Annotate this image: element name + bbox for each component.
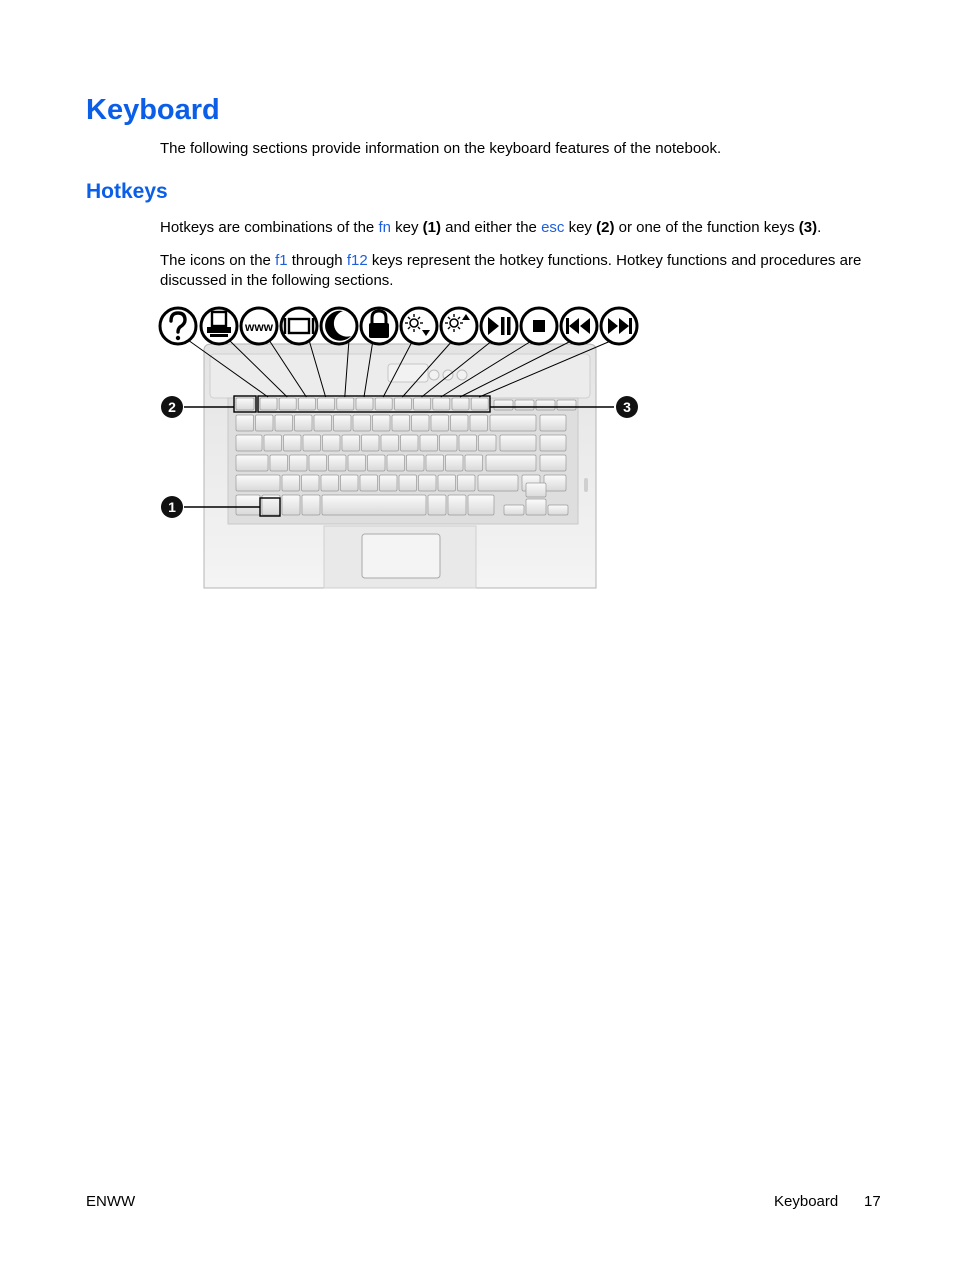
- footer-left: ENWW: [86, 1193, 136, 1210]
- keyboard-key: [412, 415, 430, 431]
- keyboard-key: [540, 435, 566, 451]
- keyboard-key: [279, 398, 296, 410]
- keyboard-key: [373, 415, 391, 431]
- keyboard-key: [362, 435, 380, 451]
- keyboard-key: [380, 475, 398, 491]
- text-run: key: [390, 219, 423, 236]
- keyboard-key: [318, 398, 335, 410]
- help-icon: [160, 308, 196, 344]
- keyboard-key: [490, 415, 536, 431]
- keyboard-key: [486, 455, 536, 471]
- keyboard-key: [548, 505, 568, 515]
- keyboard-key: [401, 435, 419, 451]
- keyboard-key: [321, 475, 339, 491]
- keyboard-key: [433, 398, 450, 410]
- play-pause-icon: [481, 308, 517, 344]
- keyboard-key: [295, 415, 313, 431]
- keyboard-key: [275, 415, 293, 431]
- keyboard-key: [459, 435, 477, 451]
- keyboard-key: [302, 495, 320, 515]
- keyboard-key: [419, 475, 437, 491]
- hotkey-icons-row: [160, 308, 637, 344]
- callout-3-label: 3: [623, 399, 631, 415]
- keyboard-key: [500, 435, 536, 451]
- keyboard-key: [446, 455, 464, 471]
- callout-1: [161, 496, 183, 518]
- keyboard-key: [414, 398, 431, 410]
- keyboard-key: [309, 455, 327, 471]
- keyboard-key: [458, 475, 476, 491]
- keyboard-key: [236, 455, 268, 471]
- callout-2: [161, 396, 183, 418]
- display-icon: [281, 308, 317, 344]
- text-run: through: [287, 252, 347, 269]
- callout-ref-2: (2): [596, 219, 615, 236]
- keyboard-key: [407, 455, 425, 471]
- keyboard-key: [282, 495, 300, 515]
- icons-paragraph: [160, 251, 884, 291]
- keyboard-key: [471, 398, 488, 410]
- stop-icon: [521, 308, 557, 344]
- keyboard-key: [536, 400, 555, 410]
- callout-ref-1: (1): [422, 219, 441, 236]
- f12-key-term: f12: [346, 252, 368, 269]
- text-run: or one of the function keys: [614, 219, 799, 236]
- callout-2-label: 2: [168, 399, 176, 415]
- text-run: key: [564, 219, 597, 236]
- keyboard-key: [314, 415, 332, 431]
- www-icon-label: www: [244, 320, 274, 334]
- keyboard-key: [526, 499, 546, 515]
- callout-1-label: 1: [168, 499, 176, 515]
- keyboard-hotkeys-figure: [158, 302, 642, 592]
- keyboard-key: [470, 415, 488, 431]
- keyboard-key: [494, 400, 513, 410]
- hotkeys-paragraph: [160, 218, 884, 238]
- sleep-icon: [321, 308, 357, 344]
- keyboard-key: [256, 415, 274, 431]
- keyboard-key: [322, 495, 426, 515]
- keyboard-key: [303, 435, 321, 451]
- text-run: The icons on the: [160, 252, 276, 269]
- keyboard-key: [479, 435, 497, 451]
- keyboard-key: [337, 398, 354, 410]
- keyboard-key: [438, 475, 456, 491]
- keyboard-key: [264, 435, 282, 451]
- lock-icon: [361, 308, 397, 344]
- keyboard-key: [448, 495, 466, 515]
- keyboard-key: [381, 435, 399, 451]
- keyboard-key: [420, 435, 438, 451]
- esc-key-term: esc: [541, 219, 565, 236]
- keyboard-key: [526, 483, 546, 497]
- keyboard-key: [392, 415, 410, 431]
- keyboard-key: [290, 455, 308, 471]
- keyboard-key: [557, 400, 576, 410]
- keyboard-key: [468, 495, 494, 515]
- keyboard-key: [270, 455, 288, 471]
- keyboard-key: [540, 415, 566, 431]
- next-track-icon: [601, 308, 637, 344]
- keyboard-key: [465, 455, 483, 471]
- keyboard-key: [440, 435, 458, 451]
- footer-page-number: 17: [864, 1193, 881, 1210]
- keyboard-key: [341, 475, 359, 491]
- keyboard-key: [451, 415, 469, 431]
- keyboard-key: [540, 455, 566, 471]
- keyboard-key: [323, 435, 341, 451]
- keyboard-key: [394, 398, 411, 410]
- keyboard-key: [334, 415, 352, 431]
- keyboard-key: [356, 398, 373, 410]
- keyboard-key: [282, 475, 300, 491]
- keyboard-key: [329, 455, 347, 471]
- keyboard-illustration: [158, 302, 642, 592]
- keyboard-key: [387, 455, 405, 471]
- keyboard-key: [353, 415, 371, 431]
- www-icon: [241, 308, 277, 344]
- keyboard-key: [426, 455, 444, 471]
- callout-ref-3: (3): [798, 219, 818, 236]
- keyboard-key: [399, 475, 417, 491]
- callout-3: [616, 396, 638, 418]
- keyboard-key: [360, 475, 378, 491]
- text-run: Hotkeys are combinations of the: [160, 219, 379, 236]
- brightness-down-icon: [401, 308, 437, 344]
- intro-paragraph: The following sections provide information on the keyboard features of the notebook.: [160, 140, 722, 157]
- keyboard-key: [375, 398, 392, 410]
- keyboard-key: [284, 435, 302, 451]
- keyboard-key: [236, 398, 254, 410]
- keyboard-key: [302, 475, 320, 491]
- keyboard-key: [368, 455, 386, 471]
- text-run: keys represent the hotkey functions. Hotkey functions and procedures are discussed in the following sections.: [160, 252, 862, 289]
- previous-track-icon: [561, 308, 597, 344]
- keyboard-key: [236, 495, 260, 515]
- keyboard-key: [478, 475, 518, 491]
- text-run: .: [817, 219, 822, 236]
- keyboard-key: [342, 435, 360, 451]
- keyboard-key: [428, 495, 446, 515]
- keyboard-key: [348, 455, 366, 471]
- page-title: Keyboard: [86, 94, 220, 126]
- f1-key-term: f1: [275, 252, 288, 269]
- keyboard-key: [452, 398, 469, 410]
- text-run: and either the: [441, 219, 542, 236]
- keyboard-key: [544, 475, 566, 491]
- keyboard-key: [236, 415, 254, 431]
- keyboard-key: [260, 398, 277, 410]
- keyboard-key: [431, 415, 449, 431]
- footer-section: Keyboard: [774, 1193, 839, 1210]
- keyboard-key: [236, 475, 280, 491]
- fn-key-term: fn: [378, 219, 391, 236]
- keyboard-key: [515, 400, 534, 410]
- keyboard-key: [298, 398, 315, 410]
- keyboard-key: [236, 435, 262, 451]
- brightness-up-icon: [441, 308, 477, 344]
- printer-icon: [201, 308, 237, 344]
- section-heading-hotkeys: Hotkeys: [86, 180, 168, 203]
- keyboard-key: [504, 505, 524, 515]
